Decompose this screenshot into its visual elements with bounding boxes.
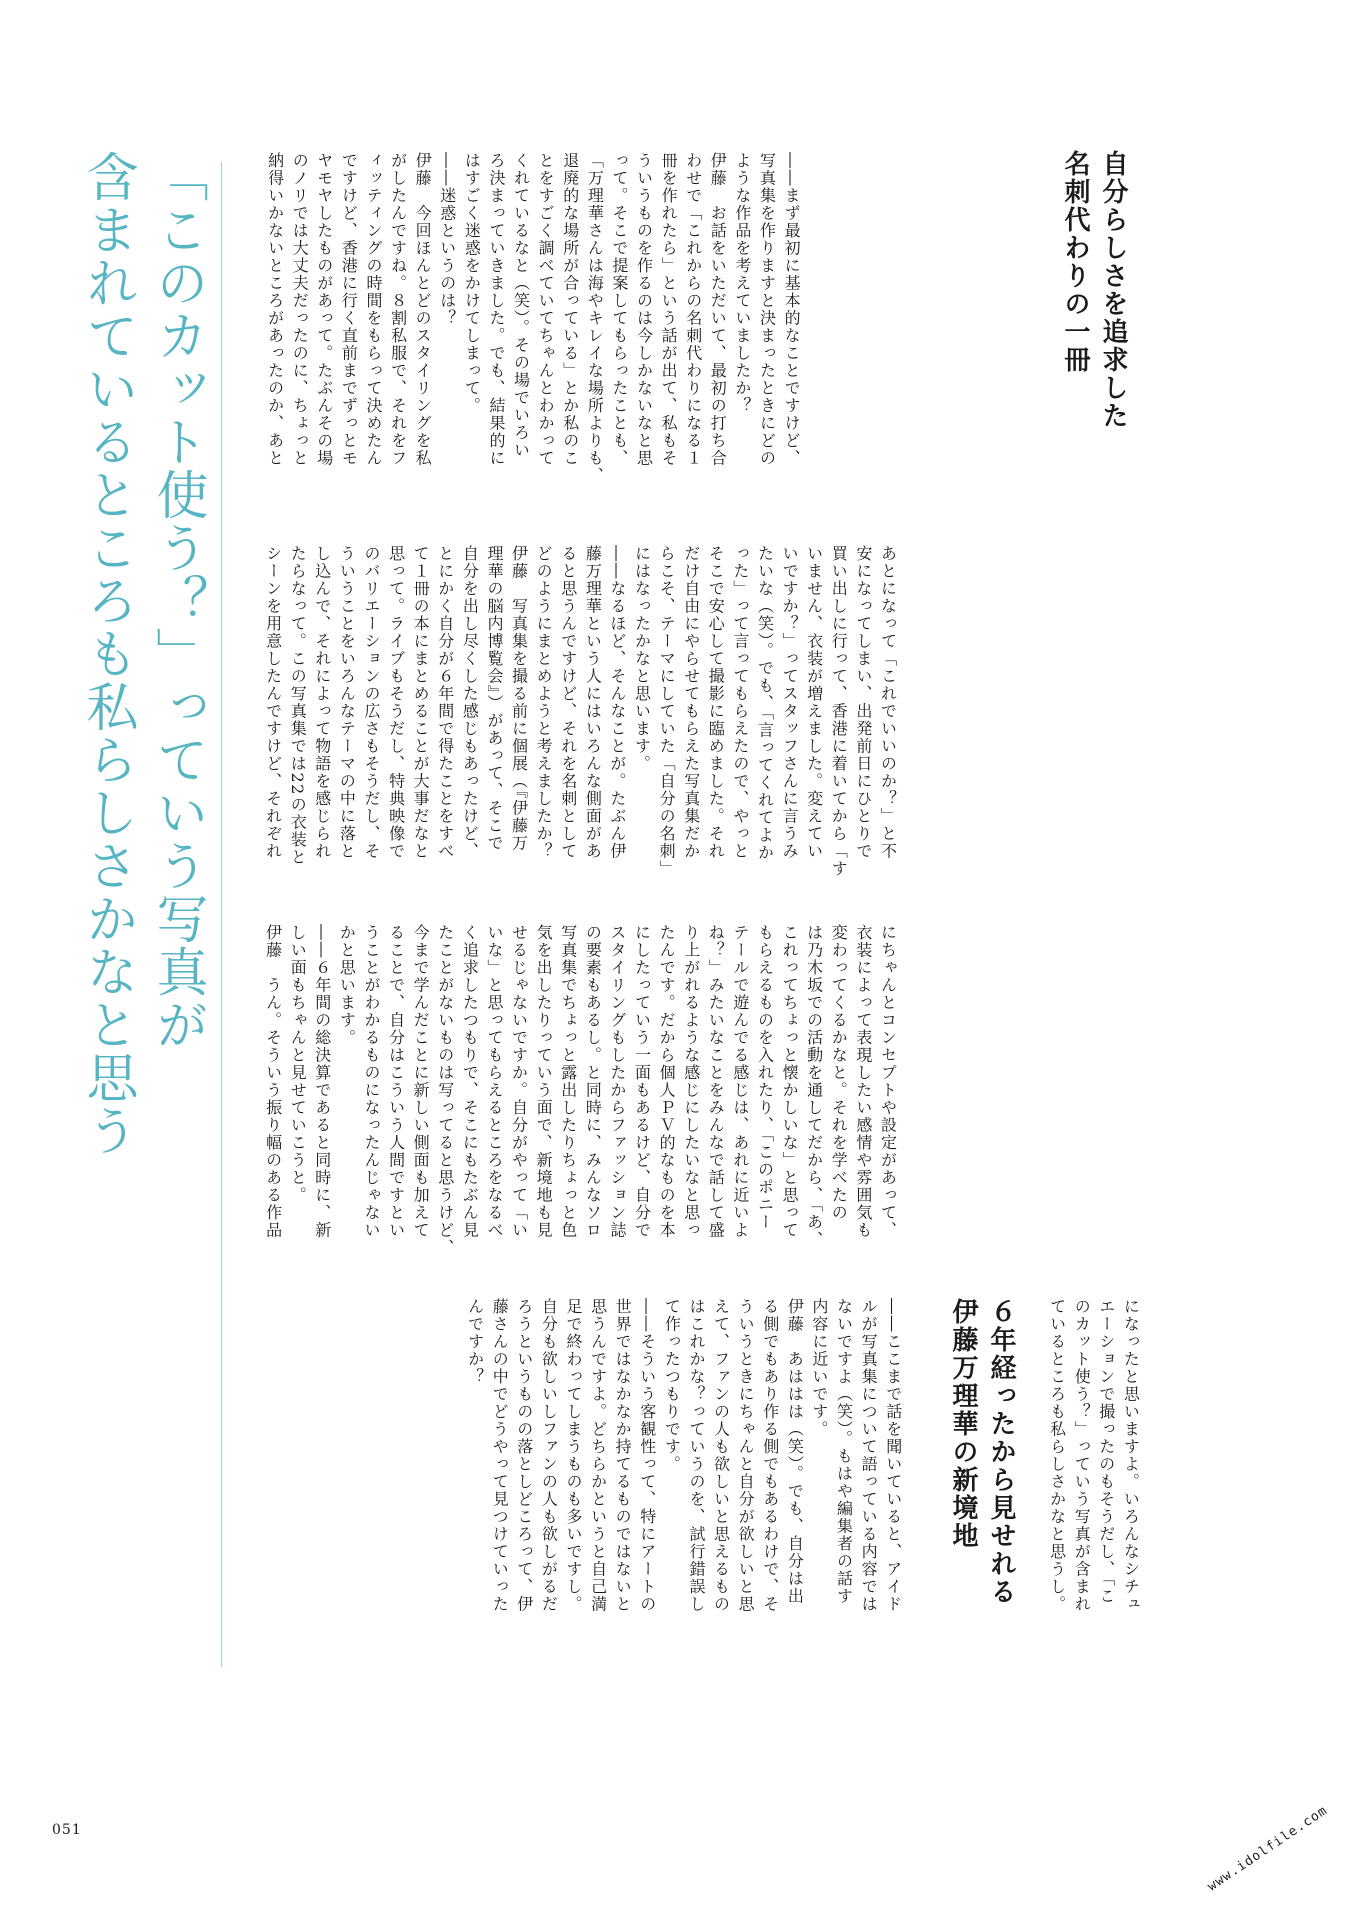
body-column-upper-left: ――まず最初に基本的なことですけど、 写真集を作りますと決まったときにどの ような作品を考えていましたか？ 伊藤 お話をいただいて、最初の打ち合 わせで「これからの名刺代わりになる１ 冊を作れたら」という話が出て、私もそ ういうものを作るのは今しかないなと思 って。そこで提案してもらったことも、 「万理華さんは海やキレイな場所よりも、 退廃的な場所が合っている」とか私のこ とをすごく調べていてちゃんとわかって くれているなと（笑）。その場でいろい ろ決まっていきました。でも、結果的に はすごく迷惑をかけてしまって。 ――迷惑というのは？ 伊藤 今回ほんとどのスタイリングを私 がしたんですね。８割私服で、それをフ ィッティングの時間をもらって決めたん ですけど、香港に行く直前までずっとモ ヤモヤしたものがあって。たぶんその場 のノリでは大丈夫だったのに、ちょっと 納得いかないところがあったのか、あと (265, 152, 802, 485)
body-column-upper-right: あとになって「これでいいのか？」と不 安になってしまい、出発前日にひとりで 買い出しに行って、香港に着いてから「す いません、衣装が増えました。変えてい いですか？」ってスタッフさんに言うみ たいな（笑）。でも、「言ってくれてよか った」って言ってもらえたので、やっと そこで安心して撮影に臨めました。それ だけ自由にやらせてもらえた写真集だか らこそ、テーマにしていた「自分の名刺」 にはなったかなと思います。 ――なるほど、そんなことが。たぶん伊 藤万理華という人にはいろんな側面があ ると思うんですけど、それを名刺として どのようにまとめようと考えましたか？ 伊藤 写真集を撮る前に個展（『伊藤万 理華の脳内博覧会』）があって、そこで 自分を出し尽くした感じもあったけど、 とにかく自分が６年間で得たことをすべ て１冊の本にまとめることが大事だなと 思って。ライブもそうだし、特典映像で のバリエーションの広さもそうだし、そ ういうことをいろんなテーマの中に落と し込んで、それによって物語を感じられ たらなって。この写真集では22の衣装と シーンを用意したんですけど、それぞれ (263, 545, 898, 878)
page-number: 051 (52, 1822, 82, 1838)
body-column-middle: にちゃんとコンセプトや設定があって、 衣装によって表現したい感情や雰囲気も 変わってくるかなと。それを学べたの は乃木坂での活動を通してだから、「あ、 これってちょっと懐かしいな」と思って もらえるものを入れたり、「このポニー テールで遊んでる感じは、あれに近いよ ね？」みたいなことをみんなで話して盛 り上がれるような感じにしたいなと思っ たんです。だから個人ＰＶ的なものを本 にしたっていう一面もあるけど、自分で スタイリングもしたからファッション誌 の要素もあるし。と同時に、みんなソロ 写真集でちょっと露出したりちょっと色 気を出したりっていう面で、新境地も見 せるじゃないですか。自分がやって「い いな」と思ってもらえるところをなるべ く追求したつもりで、そこにもたぶん見 たことがないものは写ってると思うけど、 今まで学んだことに新しい側面も加えて ることで、自分はこういう人間ですとい うことがわかるものになったんじゃない かと思います。 ――６年間の総決算であると同時に、新 しい面もちゃんと見せていこうと。 伊藤 うん。そういう振り幅のある作品 (263, 924, 898, 1257)
pull-quote-rule (221, 162, 222, 1667)
pull-quote: 「このカット使う？」っていう写真が 含まれているところも私らしさかなと思う (77, 150, 207, 1157)
body-column-bottom: ――ここまで話を聞いていると、アイド ルが写真集について語っている内容では ないですよ（笑）。もはや編集者の話す 内容に近いです。 伊藤 あははは（笑）。でも、自分は出 る側でもあり作る側でもあるわけで、そ ういうときにちゃんと自分が欲しいと思 えて、ファンの人も欲しいと思えるもの はこれかな？っていうのを、試行錯誤し て作ったつもりです。 ――そういう客観性って、特にアートの 世界ではなかなか持てるものではないと 思うんですよ。どちらかというと自己満 足で終わってしまうものも多いですし。 自分も欲しいしファンの人も欲しがるだ ろうというものの落としどころって、伊 藤さんの中でどうやって見つけていった んですか？ (465, 1298, 903, 1613)
section-heading-1: 自分らしさを追求した 名刺代わりの一冊 (1060, 150, 1128, 430)
watermark: www.idolfile.com (1205, 1803, 1331, 1895)
body-column-bottom-right: になったと思いますよ。いろんなシチュ エーションで撮ったのもそうだし、「こ のカット使う？」っていう写真が含まれ ているところも私らしさかなと思うし。 (1047, 1298, 1141, 1613)
section-heading-2: ６年経ったから見せれる 伊藤万理華の新境地 (948, 1298, 1016, 1606)
